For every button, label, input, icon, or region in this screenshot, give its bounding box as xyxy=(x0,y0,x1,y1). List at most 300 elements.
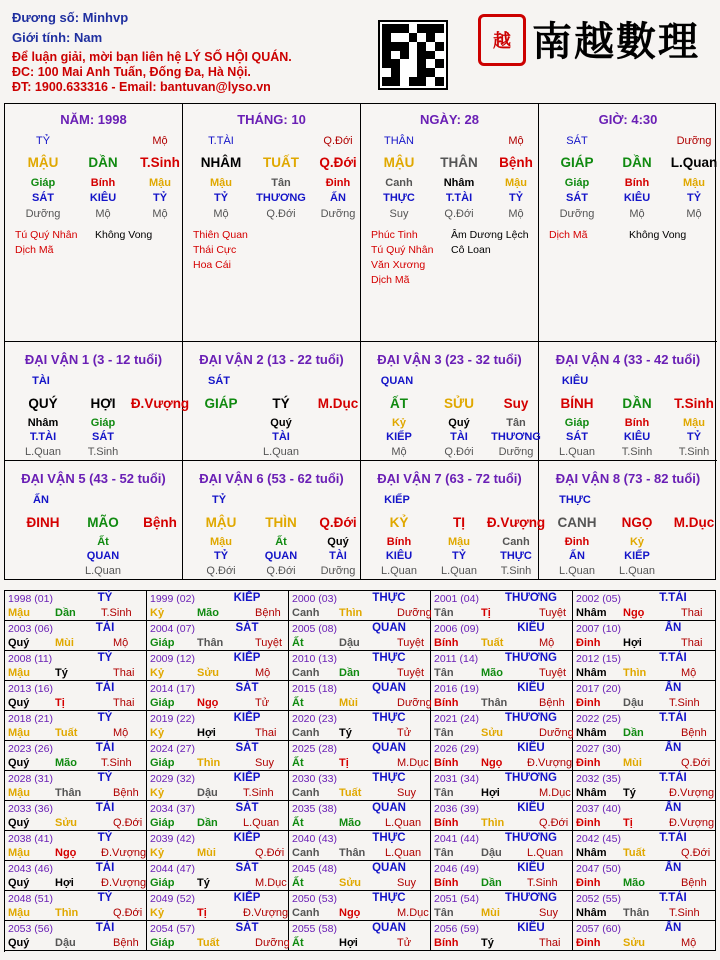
year-label: 2027 (30) xyxy=(576,743,621,755)
dai-van-gods-item: TÀI xyxy=(329,550,347,562)
year-cell xyxy=(431,711,573,741)
year-state: M.Dục xyxy=(397,757,429,769)
year-stem: Kỷ xyxy=(150,847,165,859)
year-cell xyxy=(573,831,716,861)
pillar-states-item: Suy xyxy=(389,208,409,220)
dai-van-god: KIẾP xyxy=(384,494,410,506)
pillar-main-row xyxy=(361,155,538,171)
year-state: Tử xyxy=(397,727,412,739)
dai-van-god: TÀI xyxy=(32,375,50,387)
year-branch: Tị xyxy=(623,817,633,829)
dai-van-states-item: L.Quan xyxy=(558,446,596,458)
dai-van-main-item: MẬU xyxy=(205,515,237,530)
year-label: 2013 (16) xyxy=(8,683,53,695)
dai-van-main-item: ĐINH xyxy=(26,515,60,530)
year-god: QUAN xyxy=(372,922,406,934)
year-cell xyxy=(573,741,716,771)
year-state: Đ.Vượng xyxy=(527,757,573,769)
pillar-top-row xyxy=(539,135,717,151)
year-stem: Bính xyxy=(434,817,459,829)
dai-van-main-item: DẦN xyxy=(622,396,652,411)
year-cell xyxy=(573,771,716,801)
year-stem: Giáp xyxy=(150,637,175,649)
year-stem: Bính xyxy=(434,877,459,889)
year-label: 2057 (60) xyxy=(576,923,621,935)
dai-van-main-item: KỶ xyxy=(389,515,409,530)
pillars-grid xyxy=(4,103,716,580)
shen-sha-note: Dịch Mã xyxy=(549,229,588,241)
year-cell xyxy=(147,651,289,681)
dai-van-states-item: L.Quan xyxy=(24,446,62,458)
dai-van-cell xyxy=(361,461,546,580)
shen-sha-note: Văn Xương xyxy=(371,259,426,271)
year-state: T.Sinh xyxy=(243,787,274,799)
year-branch: Tý xyxy=(623,787,636,799)
year-cell xyxy=(147,921,289,951)
dai-van-main-item: BÍNH xyxy=(560,396,594,411)
year-god: TỶ xyxy=(97,712,113,724)
year-label: 2009 (12) xyxy=(150,653,195,665)
dai-van-gods-item: SÁT xyxy=(566,431,588,443)
year-label: 2048 (51) xyxy=(8,893,53,905)
pillar-gods-item: TỶ xyxy=(152,192,168,204)
dai-van-hidden-item: Ất xyxy=(275,536,287,548)
year-branch: Sửu xyxy=(197,667,220,679)
dai-van-states-row xyxy=(361,446,538,462)
year-state: Tuyệt xyxy=(255,637,283,649)
year-stem: Quý xyxy=(8,877,30,889)
year-cell xyxy=(5,891,147,921)
year-god: KIÊU xyxy=(517,802,545,814)
year-god: TÀI xyxy=(95,622,115,634)
year-god: QUAN xyxy=(372,862,406,874)
year-label: 2022 (25) xyxy=(576,713,621,725)
pillar-states-item: Dưỡng xyxy=(25,208,61,220)
year-stem: Bính xyxy=(434,757,459,769)
dai-van-god: ẤN xyxy=(33,494,49,506)
year-state: Mộ xyxy=(113,637,129,649)
dai-van-states-row xyxy=(539,565,717,581)
year-god: THƯƠNG xyxy=(505,892,557,904)
dai-van-cell xyxy=(361,342,539,461)
dai-van-hidden-item: Bính xyxy=(386,536,412,548)
pillar-states-item: Mộ xyxy=(686,208,702,220)
year-state: Thai xyxy=(681,607,703,619)
year-label: 2037 (40) xyxy=(576,803,621,815)
dai-van-god-row xyxy=(183,375,360,391)
pillar-states-item: Mộ xyxy=(95,208,111,220)
year-cell xyxy=(289,801,431,831)
pillar-top-item: SÁT xyxy=(566,135,588,147)
year-cell xyxy=(289,771,431,801)
year-stem: Đinh xyxy=(576,817,601,829)
pillar-hidden-row xyxy=(361,177,538,193)
qr-code-icon[interactable] xyxy=(378,20,448,90)
dai-van-states-row xyxy=(5,446,182,462)
year-cell xyxy=(147,621,289,651)
dai-van-gods-item: THỰC xyxy=(500,550,532,562)
dai-van-gods-row xyxy=(183,550,360,566)
year-branch: Tý xyxy=(197,877,210,889)
year-god: THƯƠNG xyxy=(505,652,557,664)
year-cell xyxy=(431,771,573,801)
year-label: 2043 (46) xyxy=(8,863,53,875)
year-stem: Quý xyxy=(8,697,30,709)
year-state: Tử xyxy=(397,937,412,949)
year-god: THỰC xyxy=(372,592,406,604)
dai-van-title: ĐẠI VẬN 3 (23 - 32 tuổi) xyxy=(377,352,522,367)
year-stem: Ất xyxy=(292,697,304,709)
year-god: THỰC xyxy=(372,652,406,664)
pillar-top-item: Mộ xyxy=(508,135,524,147)
year-god: KIẾP xyxy=(233,832,261,844)
year-god: T.TÀI xyxy=(659,712,687,724)
dai-van-gods-item: QUAN xyxy=(86,550,120,562)
year-label: 2019 (22) xyxy=(150,713,195,725)
dai-van-hidden-item: Bính xyxy=(624,417,650,429)
year-branch: Tý xyxy=(481,937,494,949)
year-god: TÀI xyxy=(95,742,115,754)
year-cell xyxy=(573,651,716,681)
year-state: Suy xyxy=(397,877,416,889)
dai-van-title: ĐẠI VẬN 6 (53 - 62 tuổi) xyxy=(199,471,344,486)
dai-van-main-row xyxy=(183,515,360,531)
pillar-gods-item: TỶ xyxy=(213,192,229,204)
year-branch: Dậu xyxy=(481,847,502,859)
dai-van-god-row xyxy=(5,375,182,391)
pillar-gods-row xyxy=(539,192,717,208)
pillar-states-item: Dưỡng xyxy=(320,208,356,220)
year-branch: Thân xyxy=(623,907,650,919)
year-label: 2016 (19) xyxy=(434,683,479,695)
year-branch: Mùi xyxy=(623,757,642,769)
pillar-top-item: TỶ xyxy=(35,135,51,147)
year-stem: Quý xyxy=(8,637,30,649)
year-stem: Đinh xyxy=(576,637,601,649)
year-stem: Nhâm xyxy=(576,787,607,799)
year-cell xyxy=(5,771,147,801)
pillar-states-item: Q.Đới xyxy=(266,208,296,220)
year-label: 2007 (10) xyxy=(576,623,621,635)
chart-header xyxy=(0,0,720,100)
pillar-main-item: DẦN xyxy=(88,155,118,170)
year-branch: Thìn xyxy=(197,757,221,769)
pillar-top-item: THÂN xyxy=(384,135,414,147)
shen-sha-note: Tú Quý Nhân xyxy=(15,229,78,241)
year-state: M.Dục xyxy=(397,907,429,919)
year-branch: Sửu xyxy=(339,877,362,889)
year-branch: Tuất xyxy=(481,637,504,649)
year-cell xyxy=(431,741,573,771)
dai-van-hidden-item: Kỷ xyxy=(391,417,407,429)
year-stem: Nhâm xyxy=(576,907,607,919)
year-branch: Dậu xyxy=(55,937,76,949)
dai-van-main-row xyxy=(183,396,360,412)
year-stem: Mậu xyxy=(8,907,30,919)
year-stem: Kỷ xyxy=(150,907,165,919)
year-cell xyxy=(147,591,289,621)
year-stem: Ất xyxy=(292,877,304,889)
year-cell xyxy=(289,741,431,771)
year-god: TÀI xyxy=(95,922,115,934)
year-label: 2006 (09) xyxy=(434,623,479,635)
year-god: KIÊU xyxy=(517,862,545,874)
dai-van-hidden-item: Kỷ xyxy=(629,536,645,548)
year-label: 2018 (21) xyxy=(8,713,53,725)
year-branch: Mão xyxy=(481,667,503,679)
year-stem: Giáp xyxy=(150,877,175,889)
year-stem: Canh xyxy=(292,847,320,859)
year-god: TỶ xyxy=(97,892,113,904)
year-branch: Thìn xyxy=(481,817,505,829)
year-god: KIÊU xyxy=(517,922,545,934)
year-branch: Ngọ xyxy=(339,907,361,919)
year-cell xyxy=(289,681,431,711)
year-state: Tử xyxy=(255,697,270,709)
year-stem: Tân xyxy=(434,607,454,619)
year-stem: Canh xyxy=(292,907,320,919)
year-stem: Bính xyxy=(434,697,459,709)
dai-van-gods-row xyxy=(539,431,717,447)
year-label: 2028 (31) xyxy=(8,773,53,785)
year-god: TỶ xyxy=(97,832,113,844)
year-label: 2026 (29) xyxy=(434,743,479,755)
pillar-title: THÁNG: 10 xyxy=(237,112,306,127)
shen-sha-note: Thiên Quan xyxy=(193,229,248,241)
year-state: T.Sinh xyxy=(669,907,700,919)
year-god: QUAN xyxy=(372,742,406,754)
dai-van-main-item: MÃO xyxy=(87,515,119,530)
year-label: 2008 (11) xyxy=(8,653,53,665)
pillar-hidden-item: Nhâm xyxy=(443,177,475,189)
year-branch: Mùi xyxy=(481,907,500,919)
dai-van-states-item: Mộ xyxy=(391,446,407,458)
pillar-gods-item: ẤN xyxy=(330,192,346,204)
year-stem: Giáp xyxy=(150,937,175,949)
shen-sha-note: Tú Quý Nhân xyxy=(371,244,434,256)
year-cell xyxy=(573,621,716,651)
dai-van-gods-row xyxy=(539,550,717,566)
year-cell xyxy=(289,651,431,681)
year-stem: Ất xyxy=(292,937,304,949)
year-cell xyxy=(5,861,147,891)
year-stem: Mậu xyxy=(8,607,30,619)
dai-van-gods-row xyxy=(361,431,541,447)
pillar-states-item: Mộ xyxy=(152,208,168,220)
year-state: Dưỡng xyxy=(539,727,574,739)
year-state: Đ.Vượng xyxy=(669,787,715,799)
year-label: 2005 (08) xyxy=(292,623,337,635)
dai-van-hidden-item: Quý xyxy=(448,417,470,429)
year-god: KIẾP xyxy=(233,892,261,904)
pillar-hidden-item: Bính xyxy=(624,177,650,189)
year-branch: Mão xyxy=(197,607,219,619)
year-state: Bệnh xyxy=(539,697,565,709)
year-state: Q.Đới xyxy=(255,847,285,859)
pillar-states-row xyxy=(5,208,182,224)
year-label: 2000 (03) xyxy=(292,593,337,605)
year-cell xyxy=(573,921,716,951)
year-cell xyxy=(5,621,147,651)
year-state: Mộ xyxy=(113,727,129,739)
dai-van-main-row xyxy=(5,396,190,412)
year-god: T.TÀI xyxy=(659,832,687,844)
dai-van-title: ĐẠI VẬN 2 (13 - 22 tuổi) xyxy=(199,352,344,367)
dai-van-hidden-item: Giáp xyxy=(564,417,590,429)
year-stem: Nhâm xyxy=(576,607,607,619)
year-god: QUAN xyxy=(372,682,406,694)
year-branch: Hợi xyxy=(481,787,500,799)
year-branch: Tuất xyxy=(197,937,220,949)
year-label: 2031 (34) xyxy=(434,773,479,785)
owner-name: Đương số: Minhvp xyxy=(12,10,129,25)
year-stem: Canh xyxy=(292,607,320,619)
pillar-hidden-row xyxy=(183,177,360,193)
dai-van-states-item: Dưỡng xyxy=(320,565,356,577)
dai-van-gods-item: T.TÀI xyxy=(29,431,57,443)
dai-van-cell xyxy=(539,342,717,461)
dai-van-gods-item: SÁT xyxy=(92,431,114,443)
pillar-cell xyxy=(183,104,361,342)
year-cell xyxy=(431,591,573,621)
pillar-states-item: Mộ xyxy=(629,208,645,220)
year-branch: Tý xyxy=(339,727,352,739)
year-state: Q.Đới xyxy=(539,817,569,829)
year-branch: Hợi xyxy=(55,877,74,889)
dai-van-cell xyxy=(183,461,361,580)
year-cell xyxy=(147,771,289,801)
year-god: TÀI xyxy=(95,802,115,814)
year-state: Suy xyxy=(255,757,274,769)
dai-van-god: THỰC xyxy=(559,494,591,506)
pillar-hidden-item: Đinh xyxy=(325,177,351,189)
year-stem: Đinh xyxy=(576,757,601,769)
shen-sha-note: Dịch Mã xyxy=(15,244,54,256)
pillar-main-row xyxy=(183,155,360,171)
year-label: 2017 (20) xyxy=(576,683,621,695)
year-state: Đ.Vượng xyxy=(101,877,147,889)
dai-van-main-item: T.Sinh xyxy=(674,396,714,411)
year-state: Thai xyxy=(113,667,135,679)
dai-van-states-row xyxy=(183,446,360,462)
year-branch: Tị xyxy=(339,757,349,769)
dai-van-god-row xyxy=(539,494,717,510)
pillar-main-item: Bệnh xyxy=(499,155,533,170)
year-state: Thai xyxy=(539,937,561,949)
year-cell xyxy=(431,681,573,711)
year-branch: Hợi xyxy=(623,637,642,649)
pillar-title: NĂM: 1998 xyxy=(60,112,127,127)
year-cell xyxy=(573,861,716,891)
year-branch: Thân xyxy=(339,847,366,859)
shen-sha-note: Phúc Tinh xyxy=(371,229,418,241)
year-cell xyxy=(147,741,289,771)
pillar-gods-item: SÁT xyxy=(32,192,54,204)
year-state: Đ.Vượng xyxy=(243,907,289,919)
dai-van-title: ĐẠI VẬN 5 (43 - 52 tuổi) xyxy=(21,471,166,486)
year-state: Tuyệt xyxy=(539,667,567,679)
year-branch: Tuất xyxy=(339,787,362,799)
shen-sha-note: Không Vong xyxy=(95,229,153,241)
pillar-hidden-item: Mậu xyxy=(683,177,705,189)
dai-van-title: ĐẠI VẬN 7 (63 - 72 tuổi) xyxy=(377,471,522,486)
dai-van-hidden-item: Ất xyxy=(97,536,109,548)
pillar-hidden-item: Mậu xyxy=(505,177,527,189)
dai-van-states-item: L.Quan xyxy=(558,565,596,577)
pillar-gods-row xyxy=(5,192,182,208)
dai-van-gods-row xyxy=(183,431,360,447)
dai-van-cell xyxy=(5,342,190,461)
dai-van-gods-item: KIẾP xyxy=(386,431,412,443)
year-god: SÁT xyxy=(235,742,259,754)
dai-van-gods-item: QUAN xyxy=(264,550,298,562)
contact-phone-email: ĐT: 1900.633316 - Email: bantuvan@lyso.vn xyxy=(12,80,271,94)
year-branch: Sửu xyxy=(55,817,78,829)
pillar-hidden-row xyxy=(539,177,717,193)
year-cell xyxy=(431,891,573,921)
pillar-states-row xyxy=(361,208,538,224)
pillar-gods-row xyxy=(183,192,360,208)
dai-van-hidden-item: Tân xyxy=(506,417,526,429)
year-state: M.Dục xyxy=(255,877,287,889)
dai-van-cell xyxy=(5,461,183,580)
dai-van-states-row xyxy=(361,565,538,581)
pillar-gods-item: T.TÀI xyxy=(445,192,473,204)
year-branch: Hợi xyxy=(339,937,358,949)
pillar-gods-item: TỶ xyxy=(508,192,524,204)
year-god: SÁT xyxy=(235,622,259,634)
pillar-main-item: DẦN xyxy=(622,155,652,170)
year-cell xyxy=(147,801,289,831)
pillar-main-row xyxy=(5,155,182,171)
year-branch: Ngọ xyxy=(623,607,645,619)
year-god: T.TÀI xyxy=(659,772,687,784)
dai-van-states-item: T.Sinh xyxy=(500,565,532,577)
year-god: THỰC xyxy=(372,712,406,724)
year-god: THƯƠNG xyxy=(505,592,557,604)
year-branch: Thìn xyxy=(623,667,647,679)
year-state: Mộ xyxy=(681,937,697,949)
year-cell xyxy=(431,831,573,861)
dai-van-main-item: GIÁP xyxy=(204,396,238,411)
dai-van-main-row xyxy=(5,515,182,531)
year-branch: Ngọ xyxy=(481,757,503,769)
pillar-states-item: Q.Đới xyxy=(444,208,474,220)
year-label: 2033 (36) xyxy=(8,803,53,815)
year-god: QUAN xyxy=(372,802,406,814)
year-god: KIÊU xyxy=(517,622,545,634)
year-cell xyxy=(573,801,716,831)
year-label: 2011 (14) xyxy=(434,653,479,665)
year-cell xyxy=(573,591,716,621)
dai-van-gods-item: ẤN xyxy=(569,550,585,562)
year-cell xyxy=(289,891,431,921)
year-god: SÁT xyxy=(235,682,259,694)
year-cell xyxy=(5,591,147,621)
year-stem: Mậu xyxy=(8,847,30,859)
year-god: TỶ xyxy=(97,772,113,784)
year-god: KIẾP xyxy=(233,712,261,724)
dai-van-main-item: Bệnh xyxy=(143,515,177,530)
year-label: 2056 (59) xyxy=(434,923,479,935)
year-label: 2047 (50) xyxy=(576,863,621,875)
year-god: KIẾP xyxy=(233,772,261,784)
year-cell xyxy=(431,651,573,681)
year-stem: Kỷ xyxy=(150,607,165,619)
pillar-hidden-item: Canh xyxy=(385,177,413,189)
year-branch: Tuất xyxy=(55,727,78,739)
year-label: 2039 (42) xyxy=(150,833,195,845)
